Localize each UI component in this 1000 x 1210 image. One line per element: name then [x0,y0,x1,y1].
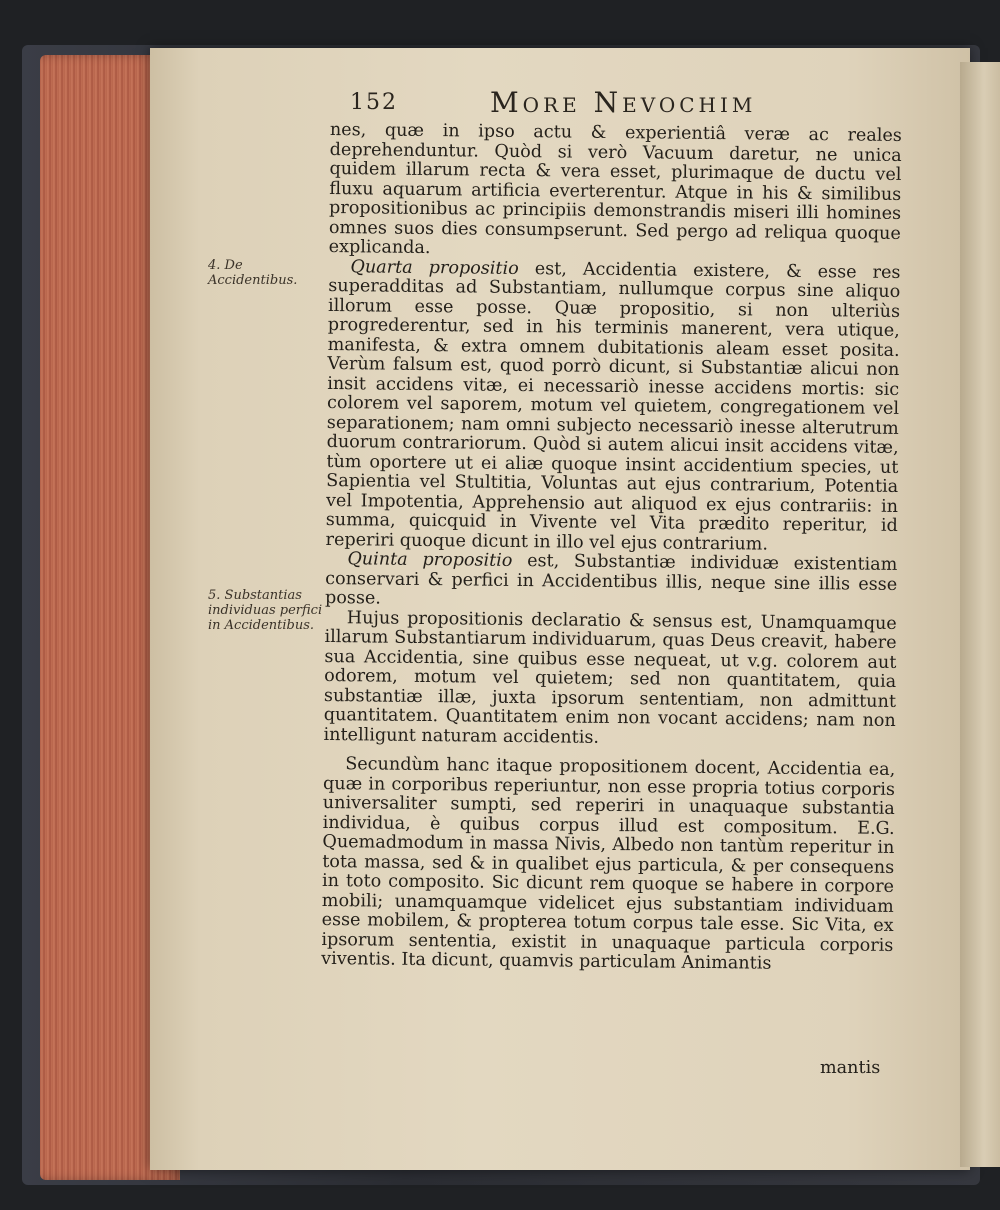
marginal-note-5: 5. Substantias individuas perfici in Accidentibus. [208,588,323,633]
marginal-note-4: 4. De Accidentibus. [208,258,298,288]
page-number: 152 [350,90,398,115]
paragraph-3-text: est, Substantiæ individuæ existentiam conservari & perfici in Accidentibus illis, neque sine illis esse posse. [324,550,898,609]
paragraph-1: nes, quæ in ipso actu & experientiâ veræ ac reales deprehenduntur. Quòd si verò Vacuum daretur, ne unica quidem illarum recta & vera esset, plurimaque de ductu vel fluxu aquarum artificia everterentur. Atque in his & similibus propositionibus ac principiis demonstrandis miseri illi homines omnes suos dies consumpserunt. Sed pergo ad reliqua quoque explicanda. [328,120,902,259]
paragraph-2 [326,257,901,555]
propositio-quarta-label: Quarta propositio [350,256,519,279]
paragraph-4: Hujus propositionis declaratio & sensus est, Unamquamque illarum Substantiarum individuarum, quas Deus creavit, habere sua Accidentia, sine quibus esse nequeat, ut v.g. colorem aut odorem, motum vel quietem; sed non quantitatem, quia substantiæ illæ, juxta ipsorum sententiam, non admittunt quantitatem. Quantitatem enim non vocant accidens; nam non intelligunt naturam accidentis. [323,607,897,748]
catchword: mantis [820,1058,881,1078]
facing-page-edge [960,62,1000,1167]
propositio-quinta-label: Quinta propositio [347,549,513,571]
paragraph-2-text: est, Accidentia existere, & esse res superadditas ad Substantiam, nullumque corpus sine aliquo illorum esse posse. Quæ propositio, si non ulteriùs progrederentur, sed in his terminis manerent, vera utique, manifesta, & extra omnem dubitationis aleam esset posita. Verùm falsum est, quod porrò dicunt, si Substantiæ alicui non insit accidens vitæ, ei necessariò inesse accidens mortis: sic colorem vel saporem, motum vel quietem, congregationem vel separationem; nam omni subjecto necessariò inesse alterutrum duorum contrariorum. Quòd si autem alicui insit accidens vitæ, tùm oportere ut ei aliæ quoque insint accidentium species, ut Sapientia vel Stultitia, Voluntas aut ejus contrarium, Potentia vel Impotentia, Apprehensio aut aliquod ex ejus contrariis: in summa, quicquid in Vivente vel Vita prædito reperitur, id reperiri quoque dicunt in illo vel ejus contrarium. [325,258,901,555]
running-title: More Nevochim [490,86,757,119]
paragraph-3 [325,550,898,614]
body-text [321,121,902,975]
paragraph-5: Secundùm hanc itaque propositionem docent, Accidentia ea, quæ in corporibus reperiuntur, non esse propria totius corporis universaliter sumpti, sed reperiri in unaquaque substantia individua, è quibus corpus illud est compositum. E.G. Quemadmodum in massa Nivis, Albedo non tantùm reperitur in tota massa, sed & in qualibet ejus particula, & per consequens in toto composito. Sic dicunt rem quoque se habere in corpore mobili; unamquamque videlicet ejus substantiam individuam esse mobilem, & propterea totum corpus tale esse. Sic Vita, ex ipsorum sententia, existit in unaquaque particula corporis viventis. Ita dicunt, quamvis particulam Animantis [321,754,896,974]
